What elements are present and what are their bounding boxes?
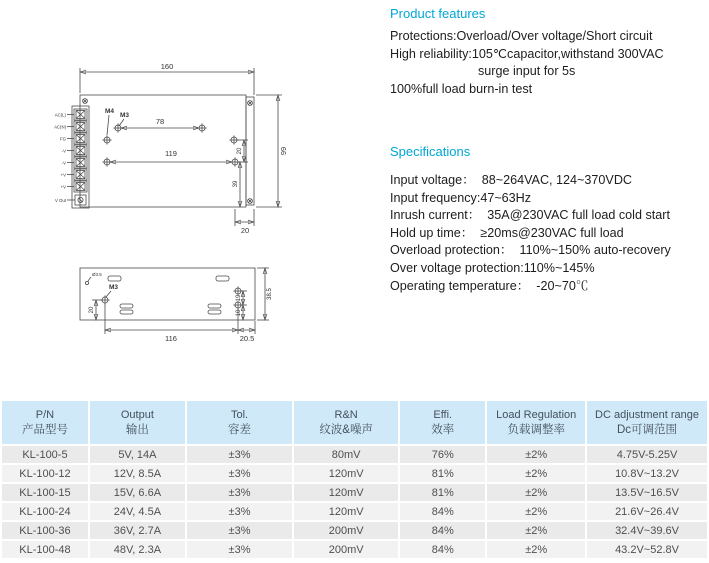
cell-effi: 84% — [400, 541, 485, 558]
feature-line: High reliability:105℃capacitor,withstand 300VAC — [390, 46, 664, 61]
terminal-label: -V — [61, 148, 66, 154]
feature-line: surge input for 5s — [478, 64, 576, 79]
terminal-label: +V — [60, 172, 66, 178]
side-flange — [246, 97, 254, 205]
cell-output: 36V, 2.7A — [90, 522, 185, 539]
cell-rn: 120mV — [294, 465, 398, 482]
cell-pn: KL-100-36 — [2, 522, 88, 539]
terminal-label: -V — [61, 160, 66, 166]
terminal-label: AC(L) — [54, 112, 66, 118]
cell-loadreg: ±2% — [487, 465, 585, 482]
spec-line: Overload protection： 110%~150% auto-recovery — [390, 243, 671, 258]
col-header-pn: P/N 产品型号 — [2, 401, 88, 444]
spec-line: Hold up time： ≥20ms@230VAC full load — [390, 225, 624, 240]
model-spec-table — [0, 399, 709, 560]
cell-tol: ±3% — [187, 541, 292, 558]
hole-dia-label: Ø3.5 — [92, 272, 102, 277]
cell-loadreg: ±2% — [487, 541, 585, 558]
table-row — [2, 522, 707, 539]
spec-line: Input frequency:47~63Hz — [390, 190, 532, 205]
terminal-label: AC(N) — [54, 124, 66, 130]
feature-line: 100%full load burn-in test — [390, 81, 533, 96]
cell-effi: 84% — [400, 503, 485, 520]
product-features-title: Product features — [390, 6, 486, 21]
dim-r2: 10 — [236, 309, 242, 317]
screw-size-label: M4 — [105, 108, 115, 115]
cell-dcrange: 43.2V~52.8V — [587, 541, 707, 558]
cell-effi: 81% — [400, 465, 485, 482]
table-row — [2, 446, 707, 463]
screw-size-label: M3 — [120, 112, 130, 119]
col-header-effi: Effi. 效率 — [400, 401, 485, 444]
terminal-strip — [54, 106, 89, 208]
cell-output: 12V, 8.5A — [90, 465, 185, 482]
cell-tol: ±3% — [187, 522, 292, 539]
dim-length: 116 — [165, 334, 177, 343]
dim-right-offset: 20.5 — [239, 334, 255, 343]
spec-line: Over voltage protection:110%~145% — [390, 260, 595, 275]
side-view — [80, 268, 273, 343]
cell-loadreg: ±2% — [487, 446, 585, 463]
cell-pn: KL-100-48 — [2, 541, 88, 558]
cell-rn: 200mV — [294, 541, 398, 558]
cell-pn: KL-100-24 — [2, 503, 88, 520]
spec-line: Operating temperature： -20~70℃ — [390, 278, 589, 293]
table-row — [2, 484, 707, 501]
cell-rn: 80mV — [294, 446, 398, 463]
cell-tol: ±3% — [187, 503, 292, 520]
cell-pn: KL-100-5 — [2, 446, 88, 463]
cell-effi: 84% — [400, 522, 485, 539]
col-header-loadreg: Load Regulation 负载调整率 — [487, 401, 585, 444]
cell-tol: ±3% — [187, 446, 292, 463]
product-features-section — [390, 6, 708, 98]
cell-dcrange: 32.4V~39.6V — [587, 522, 707, 539]
dim-side-height: 38.5 — [267, 288, 273, 300]
dim-height: 99 — [279, 146, 288, 156]
mounting-hole — [102, 135, 111, 144]
cell-rn: 200mV — [294, 522, 398, 539]
cell-dcrange: 13.5V~16.5V — [587, 484, 707, 501]
cell-dcrange: 21.6V~26.4V — [587, 503, 707, 520]
cell-rn: 120mV — [294, 503, 398, 520]
spec-line: Inrush current： 35A@230VAC full load cold start — [390, 208, 670, 223]
top-view — [54, 62, 288, 235]
col-header-output: Output 输出 — [90, 401, 185, 444]
dim-hole-top: 78 — [155, 117, 165, 126]
table-row — [2, 541, 707, 558]
screw-icon — [83, 99, 88, 104]
feature-line: Protections:Overload/Over voltage/Short circuit — [390, 29, 653, 43]
specifications-title: Specifications — [390, 144, 471, 159]
cell-tol: ±3% — [187, 484, 292, 501]
screw-icon — [248, 199, 253, 204]
cell-output: 15V, 6.6A — [90, 484, 185, 501]
terminal-label: V Out — [55, 198, 66, 203]
table-row — [2, 465, 707, 482]
cell-effi: 81% — [400, 484, 485, 501]
cell-dcrange: 4.75V-5.25V — [587, 446, 707, 463]
terminal-label: FG — [60, 136, 66, 142]
cell-pn: KL-100-15 — [2, 484, 88, 501]
side-outline — [80, 268, 255, 320]
col-header-tol: Tol. 容差 — [187, 401, 292, 444]
col-header-rn: R&N 纹波&噪声 — [294, 401, 398, 444]
cell-output: 5V, 14A — [90, 446, 185, 463]
cell-tol: ±3% — [187, 465, 292, 482]
table-header-row — [2, 401, 707, 444]
screw-size-label: M3 — [109, 284, 119, 291]
cell-loadreg: ±2% — [487, 484, 585, 501]
dim-bottom: 20 — [240, 226, 250, 235]
dim-right-upper: 20 — [237, 147, 243, 155]
col-header-dcrange: DC adjustment range Dc可调范围 — [587, 401, 707, 444]
dim-hole-mid: 119 — [165, 149, 177, 158]
small-hole — [85, 281, 88, 284]
spec-line: Input voltage： 88~264VAC, 124~370VDC — [390, 173, 633, 187]
cell-rn: 120mV — [294, 484, 398, 501]
cell-dcrange: 10.8V~13.2V — [587, 465, 707, 482]
cell-pn: KL-100-12 — [2, 465, 88, 482]
table-row — [2, 503, 707, 520]
technical-drawings — [50, 50, 295, 350]
cell-output: 24V, 4.5A — [90, 503, 185, 520]
cell-loadreg: ±2% — [487, 503, 585, 520]
dim-r1: 19 — [236, 294, 242, 302]
terminal-label: +V — [60, 184, 66, 190]
cell-output: 48V, 2.3A — [90, 541, 185, 558]
specifications-section — [390, 144, 708, 295]
dim-left: 20 — [89, 306, 95, 314]
cell-effi: 76% — [400, 446, 485, 463]
cell-loadreg: ±2% — [487, 522, 585, 539]
screw-icon — [248, 101, 253, 106]
dim-right-lower: 39 — [233, 180, 239, 188]
dim-width: 160 — [160, 62, 174, 71]
